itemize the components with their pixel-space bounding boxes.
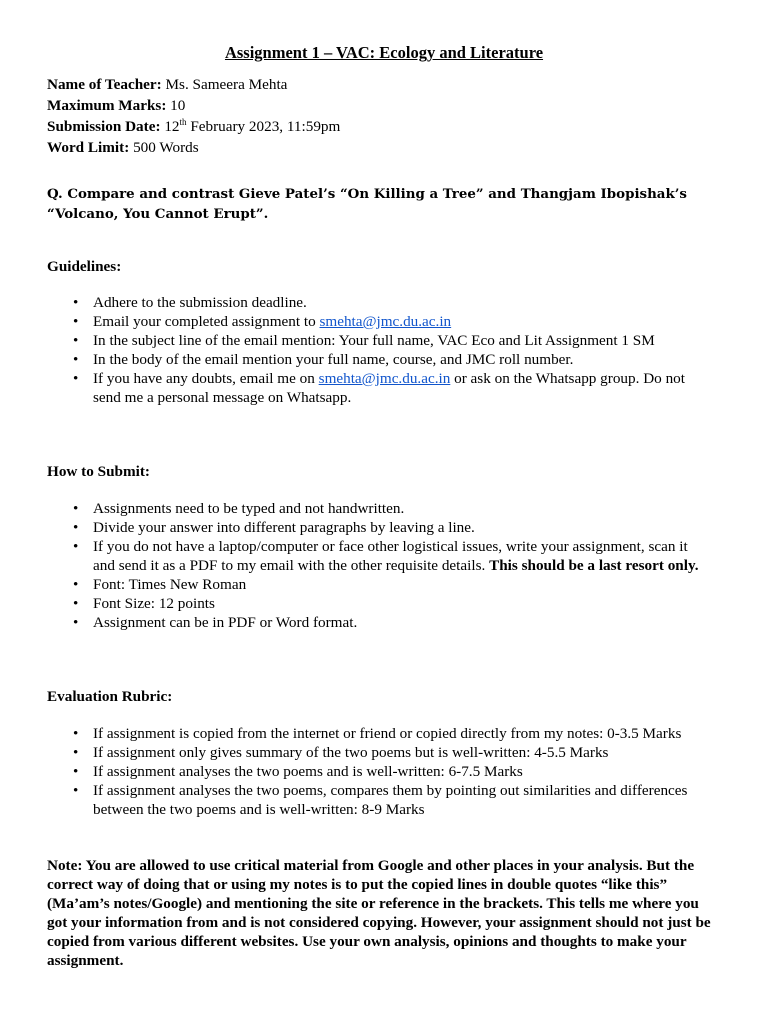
list-item-text: If assignment is copied from the internet or friend or copied directly from my notes: 0-3.5 Marks (93, 725, 682, 742)
list-item (47, 369, 707, 407)
list-item-text: If assignment analyses the two poems and is well-written: 6-7.5 Marks (93, 763, 523, 780)
date-label: Submission Date: (47, 118, 161, 135)
list-item-text: Font: Times New Roman (93, 576, 247, 593)
guidelines-list (47, 293, 707, 407)
teacher-label: Name of Teacher: (47, 76, 162, 93)
list-item (47, 350, 707, 369)
list-item (47, 537, 707, 575)
word-limit-row (47, 138, 727, 159)
how-to-submit-heading: How to Submit: (47, 463, 150, 480)
list-item (47, 724, 707, 743)
question-text: Q. Compare and contrast Gieve Patel’s “On Killing a Tree” and Thangjam Ibopishak’s “Volcano, You Cannot Erupt”. (47, 186, 687, 222)
list-item-text: Email your completed assignment to (93, 313, 320, 330)
list-item-text: Font Size: 12 points (93, 595, 215, 612)
word-limit-value: 500 Words (129, 139, 199, 156)
marks-label: Maximum Marks: (47, 97, 167, 114)
teacher-row (47, 75, 727, 96)
list-item-text: Divide your answer into different paragraphs by leaving a line. (93, 519, 475, 536)
note-paragraph: Note: You are allowed to use critical material from Google and other places in your analysis. But the correct way of doing that or using my notes is to put the copied lines in double quotes “like this” (Ma’am’s notes/Google) and mentioning the site or reference in the brackets. This tells me where you got your information from and is not considered copying. However, your assignment should not just be copied from various different websites. Use your own analysis, opinions and thoughts to make your assignment. (47, 857, 711, 969)
list-item (47, 781, 707, 819)
marks-value: 10 (166, 97, 186, 114)
list-item-text: If you do not have a laptop/computer or face other logistical issues, write your assignment, scan it and send it as a PDF to my email with the other requisite details. (93, 538, 688, 574)
guidelines-heading: Guidelines: (47, 258, 122, 275)
date-day: 12 (160, 118, 180, 135)
list-item-text: In the subject line of the email mention: Your full name, VAC Eco and Lit Assignment 1 SM (93, 332, 655, 349)
email-link[interactable]: smehta@jmc.du.ac.in (319, 313, 452, 330)
teacher-value: Ms. Sameera Mehta (161, 76, 288, 93)
list-item (47, 762, 707, 781)
email-link[interactable]: smehta@jmc.du.ac.in (318, 370, 451, 387)
list-item-text: If assignment only gives summary of the two poems but is well-written: 4-5.5 Marks (93, 744, 609, 761)
list-item-text: If assignment analyses the two poems, compares them by pointing out similarities and differences between the two poems and is well-written: 8-9 Marks (93, 782, 688, 818)
date-suffix: th (179, 116, 187, 127)
list-item-text: Assignment can be in PDF or Word format. (93, 614, 358, 631)
list-item (47, 293, 707, 312)
list-item-text: Adhere to the submission deadline. (93, 294, 307, 311)
list-item (47, 594, 707, 613)
list-item (47, 743, 707, 762)
word-limit-label: Word Limit: (47, 139, 130, 156)
submit-list (47, 499, 707, 632)
list-item-emphasis: This should be a last resort only. (489, 557, 699, 574)
list-item (47, 613, 707, 632)
list-item-text: In the body of the email mention your full name, course, and JMC roll number. (93, 351, 574, 368)
assignment-details (47, 75, 727, 159)
list-item (47, 312, 707, 331)
document-title: Assignment 1 – VAC: Ecology and Literature (224, 43, 544, 62)
list-item-text: or ask on the Whatsapp group. Do not send me a personal message on Whatsapp. (93, 370, 685, 406)
list-item-text: If you have any doubts, email me on (93, 370, 319, 387)
evaluation-rubric-heading: Evaluation Rubric: (47, 688, 173, 705)
rubric-list (47, 724, 707, 819)
date-row (47, 117, 727, 138)
date-rest: February 2023, 11:59pm (186, 118, 341, 135)
list-item-text: Assignments need to be typed and not handwritten. (93, 500, 405, 517)
list-item (47, 518, 707, 537)
marks-row (47, 96, 727, 117)
list-item (47, 499, 707, 518)
list-item (47, 331, 707, 350)
list-item (47, 575, 707, 594)
